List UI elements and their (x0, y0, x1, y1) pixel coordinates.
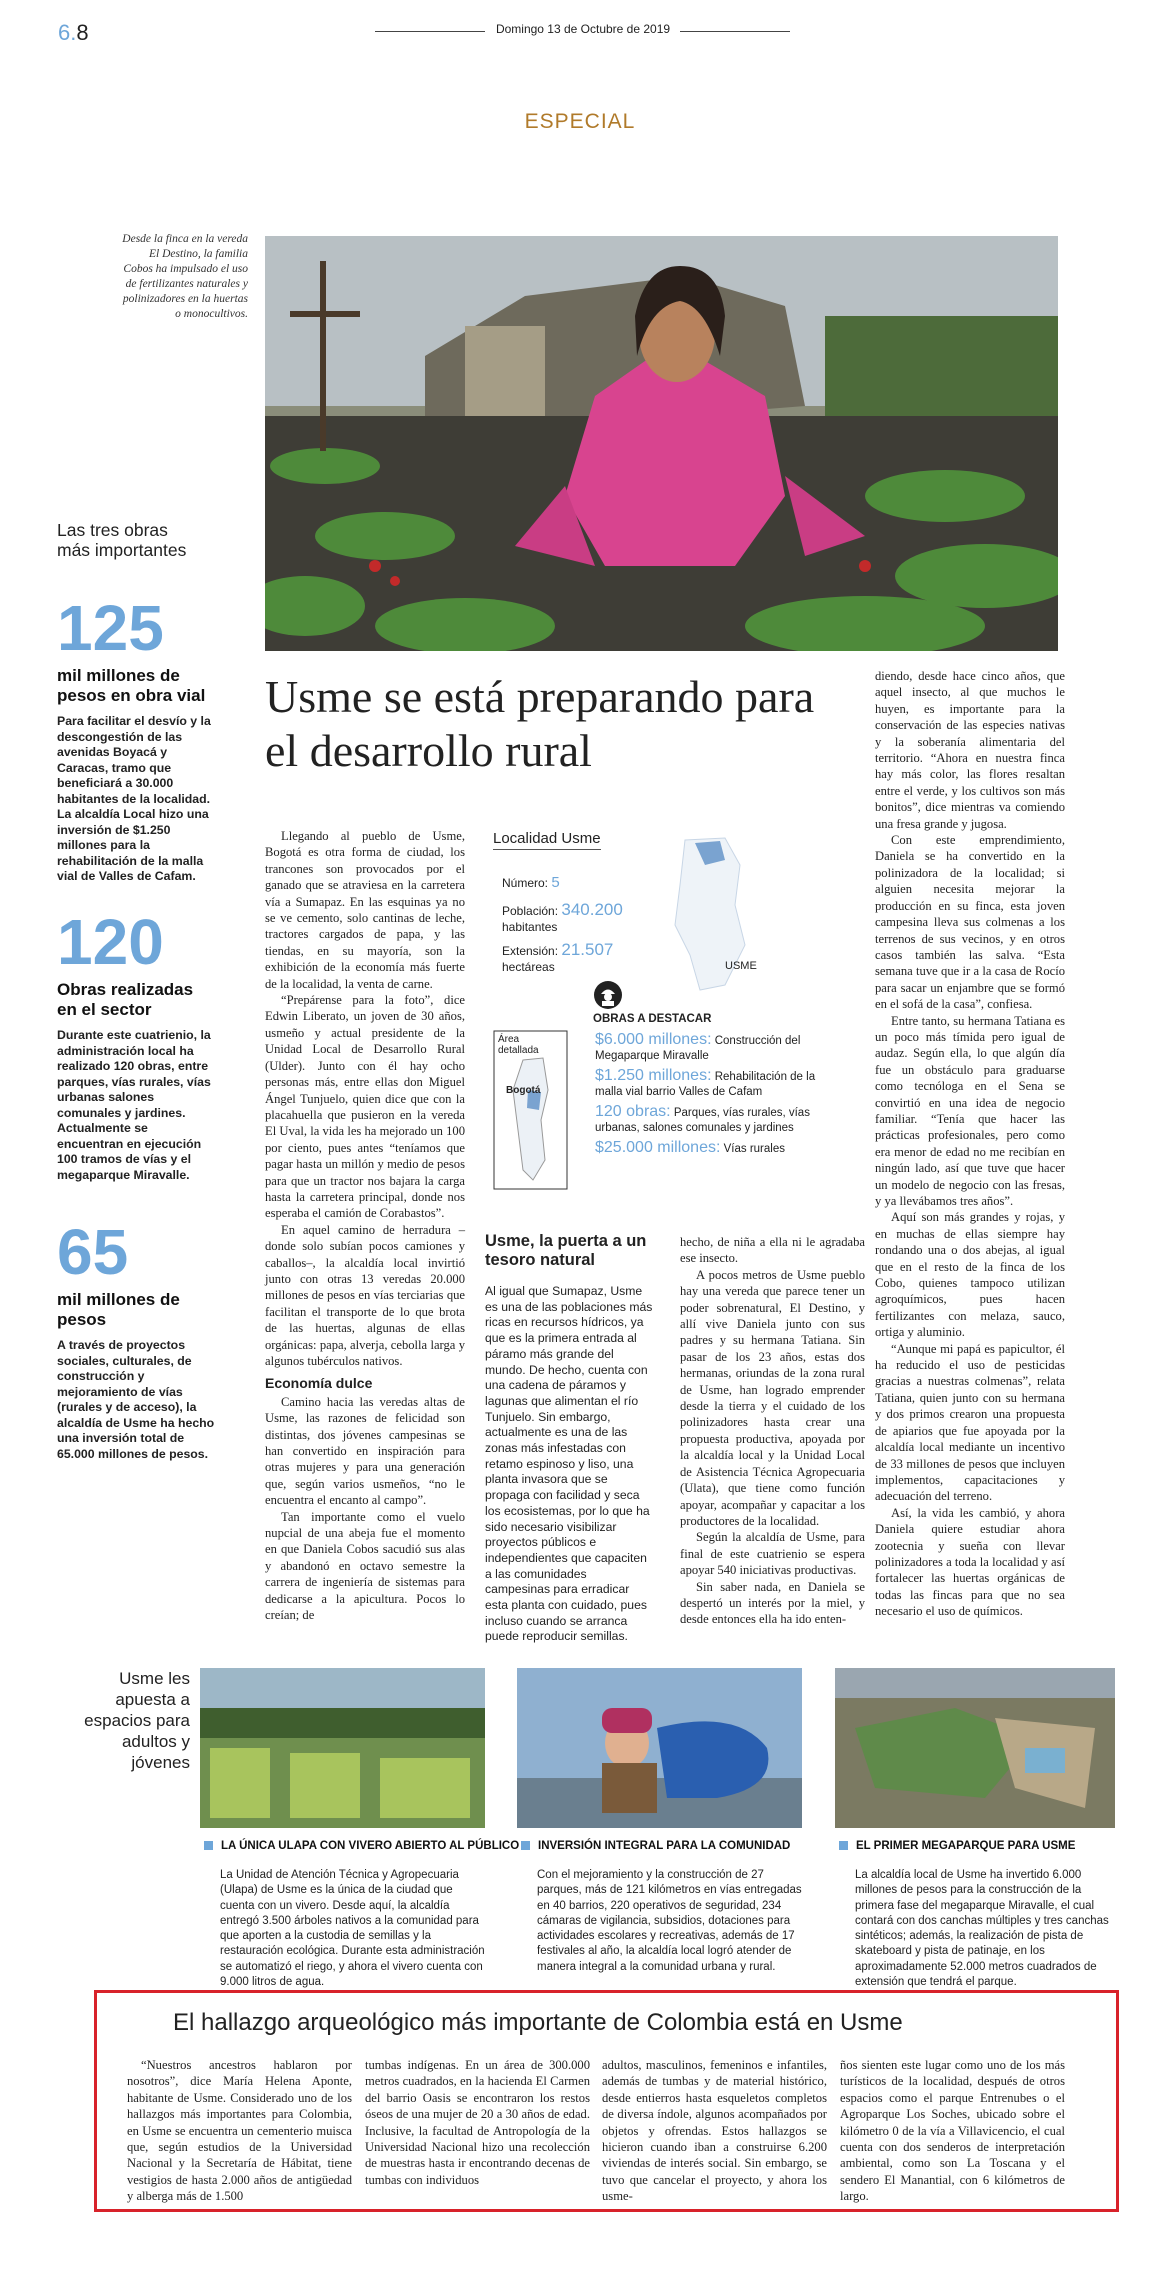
gallery-text: La alcaldía local de Usme ha invertido 6.000 millones de pesos para la construcción de la primera fase del megaparque Miravalle, el cual contará con dos canchas múltiples y tres canchas sintéticos; además, la realización de pista de skateboard y pista de patinaje, en los aproximadamente 52.000 metros cuadrados de extensión que tendrá el parque. (855, 1869, 1109, 1989)
gallery-caption: INVERSIÓN INTEGRAL PARA LA COMUNIDAD (521, 1840, 790, 1852)
header-rule-right (680, 31, 790, 32)
sidebar-item-1 (57, 592, 217, 885)
gallery-text: La Unidad de Atención Técnica y Agropecuaria (Ulapa) de Usme es la única de la ciudad que cuenta con un vivero. Desde aquí, la alcaldía entregó 3.500 árboles nativos a la comunidad para que aporten a la custodia de semillas y la restauración ecológica. Durante esta administración se automatizó el riego, y ahora el vivero cuenta con 9.000 litros de agua. (220, 1869, 485, 1989)
sidebar-number: 65 (57, 1216, 129, 1288)
gallery-photo-child (517, 1668, 802, 1828)
boxed-headline: El hallazgo arqueológico más importante de Colombia está en Usme (173, 2009, 903, 2036)
paragraph: Con este emprendimiento, Daniela se ha convertido en la polinizadora de la localidad; si alguien necesita mejorar la producción en su finca, esta joven campesina lleva sus colmenas a los terrenos de sus vecinos, y en otros casos también las salva. “Esta semana tuve que ir a la casa de Rocío para sacar un enjambre que se formó en el sofá de la casa”, confiesa. (875, 833, 1065, 1012)
sidebox-text: Al igual que Sumapaz, Usme es una de las poblaciones más ricas en recursos hídricos, ya que es la primera entrada al páramo más grande del mundo. De hecho, cuenta con una cadena de páramos y lagunas que alimentan el río Tunjuelo. Sin embargo, actualmente es una de las zonas más infestadas con retamo espinoso y liso, una planta invasora que se propaga con facilidad y seca los ecosistemas, por lo que ha sido necesario visibilizar proyectos públicos e independientes que capaciten a las comunidades campesinas para erradicar esta planta con cuidado, pues incluso cuando se arranca puede reproducir semillas. (485, 1284, 653, 1644)
infobox-numero: Número: 5 (502, 874, 560, 891)
infobox-extension: Extensión: 21.507 hectáreas (502, 940, 614, 974)
main-photo (265, 236, 1058, 651)
sidebox (485, 1232, 655, 1645)
gallery-photo-park (835, 1668, 1115, 1828)
subhead: Economía dulce (265, 1375, 373, 1392)
paragraph: Llegando al pueblo de Usme, Bogotá es otra forma de ciudad, los trancones son provocados por el ganado que se atraviesa en la carretera vía a Sumapaz. En las esquinas ya no se ve cemento, solo cantinas de leche, tractores cargados de papa, y las tiendas, en su mayoría, son la exhibición de la economía más fuerte de la localidad, la venta de carne. (265, 829, 465, 991)
bogota-label: Bogotá (506, 1085, 541, 1096)
map-label: USME (725, 960, 757, 972)
boxed-column-4: ños sienten este lugar como uno de los más turísticos de la localidad, después de otros espacios como el parque Entrenubes o el Agroparque Los Soches, ubicado sobre el kilómetro 0 de la vía a Villavicencio, el cual cuenta con dos senderos de interpretación ambiental, como son La Toscana y el sendero El Manantial, con 6 kilómetros de largo. (840, 2058, 1065, 2204)
paragraph: “Prepárense para la foto”, dice Edwin Liberato, un joven de 30 años, usmeño y actual presidente de la Unidad Local de Desarrollo Rural (Ulder). Junto con él hay ocho personas más, entre ellas don Miguel Ángel Tunjuelo, quien dice que con la placahuella que pusieron en la vereda El Uval, la vida les ha mejorado un 100 por ciento, pues antes “teníamos que pagar hasta un millón y medio de pesos para que un tractor nos bajara la carga hasta la carretera principal, donde nos esperaba el camión de Corabastos”. (265, 993, 465, 1221)
article-column-4 (875, 668, 1065, 1620)
section-label: ESPECIAL (524, 110, 636, 133)
photo-caption: Desde la finca en la vereda El Destino, la familia Cobos ha impulsado el uso de fertilizantes naturales y polinizadores en la huertas o monocultivos. (122, 233, 248, 320)
paragraph: Así, la vida les cambió, y ahora Daniela quiere estudiar ahora zootecnia y sueña con llevar polinizadores a toda la localidad y así fortalecer las huertas orgánicas de todas las fincas para que no sea necesario el uso de químicos. (875, 1505, 1065, 1619)
sidebar-heading: mil millones de pesos en obra vial (57, 666, 206, 705)
paragraph: Camino hacia las veredas altas de Usme, las razones de felicidad son distintas, dos jóvenes campesinas se han convertido en inspiración para otras mujeres y para una generación que, según varios usmeños, “no le encuentra el encanto al campo”. (265, 1394, 465, 1508)
page-number: 6.8 (58, 20, 89, 45)
gallery-caption: LA ÚNICA ULAPA CON VIVERO ABIERTO AL PÚBLICO (204, 1840, 519, 1852)
sidebar-text: A través de proyectos sociales, culturales, de construcción y mejoramiento de vías (rurales y de acceso), la alcaldía de Usme ha hecho una inversión total de 65.000 millones de pesos. (57, 1338, 215, 1461)
child-photo-illustration (517, 1668, 802, 1828)
paragraph: Sin saber nada, en Daniela se despertó un interés por la miel, y desde entonces ella ha ido enten- (680, 1579, 865, 1627)
obra-item: 120 obras: Parques, vías rurales, vías urbanas, salones comunales y jardines (595, 1103, 810, 1134)
obras-list (595, 1032, 820, 1157)
sidebar-text: Durante este cuatrienio, la administración local ha realizado 120 obras, entre parques, vías rurales, vías urbanas salones comunales y jardines. Actualmente se encuentran en ejecución 100 tramos de vías y el megaparque Miravalle. (57, 1028, 211, 1182)
sidebar-heading: mil millones de pesos (57, 1290, 180, 1329)
header-rule-left (375, 31, 485, 32)
paragraph: hecho, de niña a ella ni le agradaba ese insecto. (680, 1235, 865, 1266)
infobox-title: Localidad Usme (493, 830, 601, 850)
header-date: Domingo 13 de Octubre de 2019 (495, 22, 671, 36)
nursery-photo-illustration (200, 1668, 485, 1828)
sidebar-number: 120 (57, 906, 164, 978)
gallery-photo-nursery (200, 1668, 485, 1828)
sidebar-text: Para facilitar el desvío y la descongestión de las avenidas Boyacá y Caracas, tramo que beneficiará a 30.000 habitantes de la localidad. La alcaldía Local hizo una inversión de $1.250 millones para la rehabilitación de la malla vial de Valles de Cafam. (57, 714, 211, 883)
area-label: Área detallada (498, 1034, 539, 1056)
gallery-caption: EL PRIMER MEGAPARQUE PARA USME (839, 1840, 1075, 1852)
infobox (490, 830, 860, 1230)
paragraph: diendo, desde hace cinco años, que aquel insecto, al que muchos le huyen, es importante para la conservación de las especies nativas y la soberanía alimentaria del territorio. “Ahora en nuestra finca hay más color, las flores resaltan entre el verde, y los cultivos son más bonitos”, dice mientras va comiendo una fresa grande y jugosa. (875, 669, 1065, 831)
obras-title: OBRAS A DESTACAR (593, 1013, 712, 1025)
paragraph: Según la alcaldía de Usme, para final de este cuatrienio se espera apoyar 540 iniciativas productivas. (680, 1530, 865, 1578)
boxed-column-1: “Nuestros ancestros hablaron por nosotros”, dice María Helena Aponte, habitante de Usme. Considerado uno de los hallazgos más importantes para Colombia, en Usme se encuentra un cementerio muisca que, según estudios de la Universidad Nacional y la Secretaría de Hábitat, tiene vestigios de hasta 2.000 años de antigüedad y alberga más de 1.500 (127, 2058, 352, 2204)
worker-icon (593, 980, 623, 1010)
paragraph: En aquel camino de herradura –donde solo subían pocos camiones y caballos–, la alcaldía local invirtió junto con otras 13 veredas 20.000 millones de pesos en vías terciarias que facilitan el transporte de lo que brota de las huertas, algunas de ellas orgánicas: papa, alverja, cebolla larga y algunos tubérculos nativos. (265, 1222, 465, 1368)
obra-item: $1.250 millones: Rehabilitación de la malla vial barrio Valles de Cafam (595, 1067, 816, 1098)
gallery-text: Con el mejoramiento y la construcción de 27 parques, más de 121 kilómetros en vías entregadas en 40 barrios, 220 operativos de seguridad, 234 cámaras de vigilancia, subsidios, dotaciones para actividades escolares y recreativas, además de 17 festivales al año, la alcaldía local logró atender de manera integral a la comunidad urbana y rural. (537, 1869, 802, 1973)
sidebar-item-2 (57, 906, 217, 1183)
sidebar-item-3 (57, 1216, 217, 1462)
article-column-3 (680, 1234, 865, 1628)
paragraph: Entre tanto, su hermana Tatiana es un poco más tímida pero igual de audaz. Según ella, lo que algún día fue un obstáculo para graduarse como tecnóloga en el Sena se convirtió en una idea de negocio familiar. “Tenía que hacer las prácticas profesionales, pero como era menor de edad no me recibían en ningún lado, así que tuve que hacer un modelo de negocio con las fresas, y ya llevábamos tres años”. (875, 1013, 1065, 1208)
boxed-column-3: adultos, masculinos, femeninos e infantiles, además de tumbas y de material histórico, desde entierros hasta esqueletos completos de diversa índole, algunos acompañados por objetos y ofrendas. Estos hallazgos se hicieron cuando iban a construirse 6.200 viviendas de interés social. Sin embargo, se tuvo que cancelar el proyecto, y ahora los usme- (602, 2058, 827, 2204)
article-column-1 (265, 828, 465, 1624)
park-photo-illustration (835, 1668, 1115, 1828)
gallery-title: Usme les apuesta a espacios para adultos y jóvenes (84, 1669, 190, 1772)
paragraph: Aquí son más grandes y rojas, y en muchas de ellas siempre hay rondando una o dos abejas, al igual que en el resto de la finca de los Cobo, quienes tampoco utilizan agroquímicos, pues hacen fertilizantes con melaza, sauco, ortiga y aluminio. (875, 1210, 1065, 1340)
infobox-poblacion: Población: 340.200 habitantes (502, 900, 623, 934)
boxed-article (94, 1990, 1119, 2212)
sidebox-title: Usme, la puerta a un tesoro natural (485, 1232, 647, 1269)
obra-item: $25.000 millones: Vías rurales (595, 1139, 785, 1156)
obra-item: $6.000 millones: Construcción del Megaparque Miravalle (595, 1031, 801, 1062)
paragraph: Tan importante como el vuelo nupcial de una abeja fue el momento en que Daniela Cobos sacudió sus alas y abandonó en octavo semestre la carrera de ingeniería de sistemas para dedicarse a la apicultura. Pocos lo creían; de (265, 1509, 465, 1623)
paragraph: A pocos metros de Usme pueblo hay una vereda que parece tener un poder sobrenatural, El Destino, y allí vive Daniela junto con sus padres y su hermana Tatiana. Sin pasar de los 23 años, estas dos hermanas, oriundas de la zona rural de Usme, han logrado emprender desde la tierra y el cuidado de los polinizadores hasta crear una propuesta productiva, apoyada por la alcaldía local y la Unidad Local de Asistencia Técnica Agropecuaria (Ulata), que tiene como función apoyar, acompañar y capacitar a los productores de la localidad. (680, 1267, 865, 1528)
sidebar-heading: Obras realizadas en el sector (57, 980, 194, 1019)
sidebar-title: Las tres obras más importantes (57, 520, 187, 560)
boxed-column-2: tumbas indígenas. En un área de 300.000 metros cuadrados, en la hacienda El Carmen del barrio Oasis se encontraron los restos óseos de una mujer de 20 a 30 años de edad. Inclusive, la facultad de Antropología de la Universidad Nacional hizo una recolección de muestras hasta ir encontrando decenas de tumbas con individuos (365, 2058, 590, 2187)
sidebar-number: 125 (57, 592, 164, 664)
paragraph: “Aunque mi papá es papicultor, él ha reducido el uso de pesticidas gracias a nuestras colmenas”, relata Tatiana, quien junto con su hermana y dos primos crearon una propuesta de apiarios que fue apoyada por la alcaldía local mediante un incentivo de 33 millones de pesos que incluyen implementos, capacitaciones y adecuación del terreno. (875, 1341, 1065, 1504)
headline: Usme se está preparando para el desarrollo rural (265, 671, 815, 776)
farmer-photo-illustration (265, 236, 1058, 651)
